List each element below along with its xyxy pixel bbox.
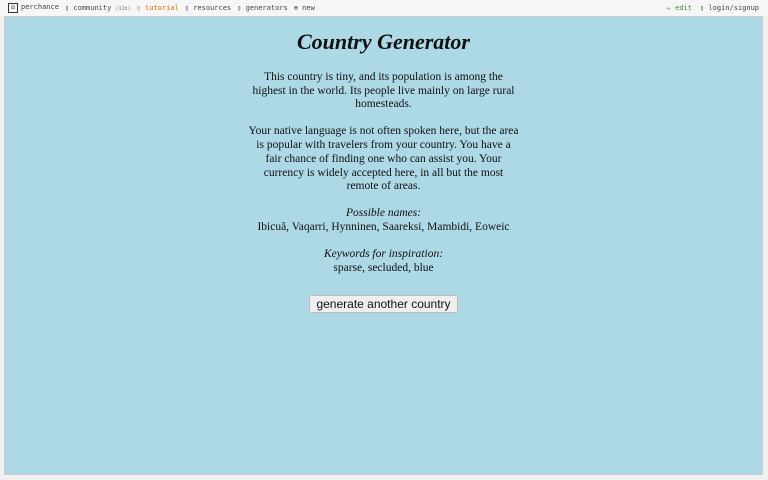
nav-home-label: perchance: [21, 3, 59, 11]
community-icon: ▯: [64, 4, 70, 12]
nav-tutorial[interactable]: [137, 4, 179, 12]
page-title: Country Generator: [297, 29, 470, 54]
description-language: Your native language is not often spoken here, but the area is popular with travelers from your country. You have a fair chance of finding one who can assist you. Your currency is widely accepted here, in all but the most remote of areas.: [248, 125, 519, 193]
top-nav-bar: [0, 0, 768, 16]
keywords-label: Keywords for inspiration:: [323, 247, 444, 260]
login-icon: ▯: [699, 4, 705, 12]
generator-frame: [4, 16, 763, 475]
generate-button[interactable]: generate another country: [309, 295, 457, 313]
dice-icon: ⚄: [8, 3, 18, 13]
nav-tutorial-label: tutorial: [145, 4, 179, 12]
tutorial-icon: ▯: [136, 4, 141, 12]
nav-home[interactable]: [8, 3, 59, 13]
names-list: Ibicuă, Vaqarri, Hynninen, Saareksi, Mambidi, Eoweic: [257, 220, 510, 233]
plus-circle-icon: ⊕: [293, 4, 298, 12]
nav-community[interactable]: [65, 4, 131, 12]
nav-new[interactable]: [294, 4, 315, 12]
generator-content: [5, 29, 762, 313]
description-population: This country is tiny, and its population is among the highest in the world. Its people live mainly on large rural homesteads.: [252, 70, 515, 111]
community-badge: (11h): [115, 6, 131, 12]
generators-icon: ▯: [237, 4, 242, 12]
nav-generators-label: generators: [245, 4, 288, 12]
resources-icon: ▯: [184, 4, 189, 12]
keywords-list: sparse, secluded, blue: [333, 261, 434, 274]
nav-new-label: new: [302, 4, 315, 12]
pencil-icon: ✏: [666, 4, 671, 12]
nav-resources-label: resources: [193, 4, 232, 12]
nav-edit-label: edit: [675, 4, 692, 12]
nav-login[interactable]: [700, 4, 759, 12]
names-label: Possible names:: [345, 207, 422, 220]
nav-edit[interactable]: [667, 4, 692, 12]
nav-resources[interactable]: [185, 4, 231, 12]
nav-login-label: login/signup: [708, 4, 759, 12]
nav-community-label: community: [73, 4, 112, 12]
nav-generators[interactable]: [237, 4, 288, 12]
